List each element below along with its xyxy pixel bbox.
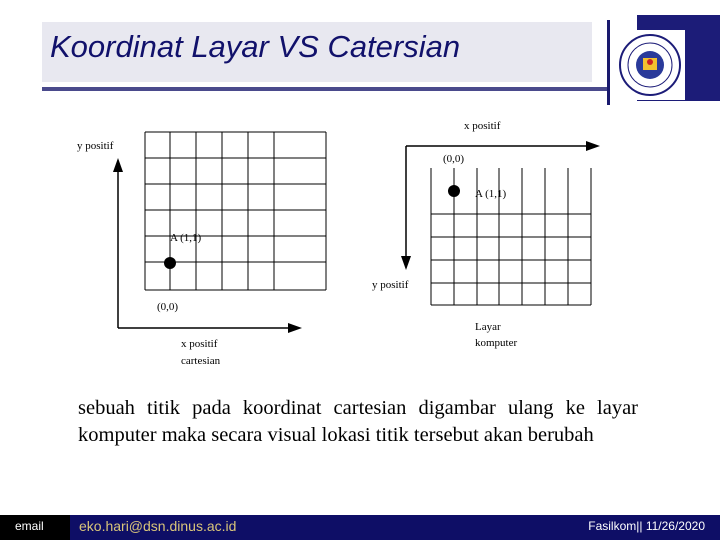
screen-point-a <box>448 185 460 197</box>
screen-x-label: x positif <box>464 120 501 132</box>
cartesian-point-label: A (1,1) <box>170 232 202 244</box>
screen-caption-sub: komputer <box>475 337 518 349</box>
screen-point-label: A (1,1) <box>475 188 507 200</box>
cartesian-y-label: y positif <box>77 140 114 152</box>
body-paragraph: sebuah titik pada koordinat cartesian digambar ulang ke layar komputer maka secara visual lokasi titik tersebut akan berubah <box>78 397 638 446</box>
screen-y-arrowhead <box>401 256 411 270</box>
screen-y-label: y positif <box>372 279 409 291</box>
screen-origin-label: (0,0) <box>443 153 465 165</box>
footer-date: Fasilkom|| 11/26/2020 <box>588 519 705 533</box>
footer-bar <box>0 515 720 540</box>
footer-email-label: email <box>15 519 44 533</box>
screen-caption: Layar <box>475 321 501 333</box>
cartesian-origin-label: (0,0) <box>157 301 179 313</box>
cartesian-y-arrowhead <box>113 158 123 172</box>
cartesian-x-sublabel: cartesian <box>181 355 221 367</box>
cartesian-point-a <box>164 257 176 269</box>
footer-label-box <box>0 515 70 540</box>
screen-x-arrowhead <box>586 141 600 151</box>
footer-email-link[interactable]: eko.hari@dsn.dinus.ac.id <box>79 518 237 534</box>
slide-title: Koordinat Layar VS Catersian <box>50 29 461 64</box>
cartesian-x-label: x positif <box>181 338 218 350</box>
cartesian-x-arrowhead <box>288 323 302 333</box>
